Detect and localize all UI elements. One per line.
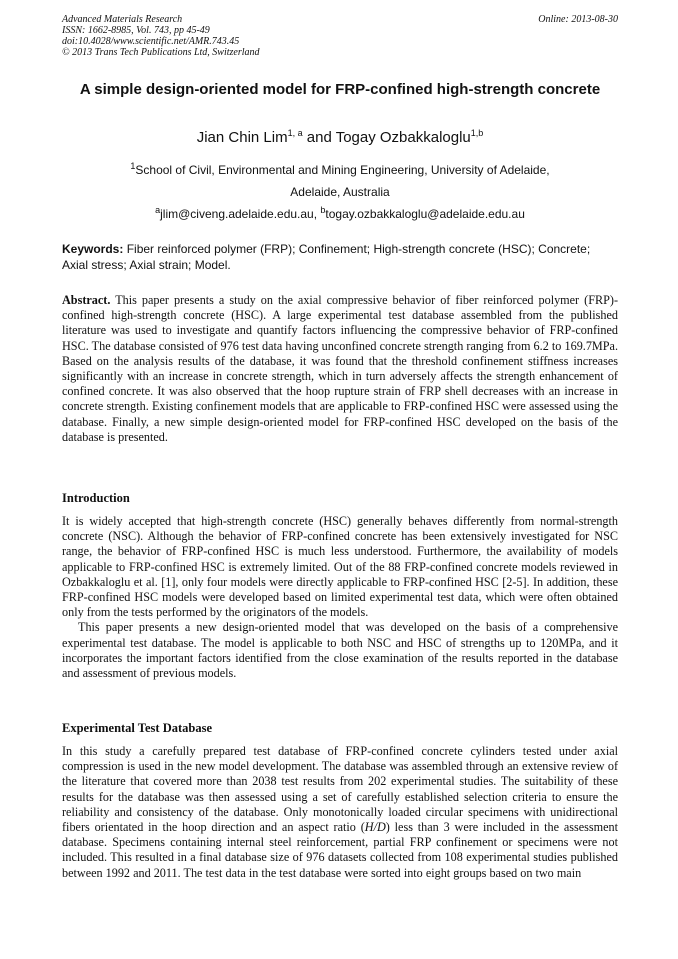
database-paragraph: [62, 744, 618, 881]
database-section: [62, 744, 618, 881]
email-address: jlim@civeng.adelaide.edu.au,: [160, 207, 321, 221]
email-mark: b: [320, 205, 326, 215]
journal-doi: doi:10.4028/www.scientific.net/AMR.743.45: [62, 36, 240, 47]
author-name: Jian Chin Lim: [196, 129, 288, 146]
copyright-line: © 2013 Trans Tech Publications Ltd, Switzerland: [62, 47, 260, 58]
database-text: ) less than 3 were included in the assessment database. Specimens containing internal steel reinforcement, partial FRP confinement or specimens were not included. This resulted in a final database size of 976 datasets collected from 108 experimental studies published between 1992 and 2011. The test data in the test database were sorted into eight groups based on two main: [62, 820, 619, 880]
journal-info: [62, 14, 618, 58]
keywords-text: Fiber reinforced polymer (FRP); Confinement; High-strength concrete (HSC); Concrete; Axial stress; Axial strain; Model.: [62, 242, 591, 272]
journal-issn: ISSN: 1662-8985, Vol. 743, pp 45-49: [62, 25, 210, 36]
email-mark: a: [155, 205, 161, 215]
affiliation-line-1: [62, 163, 618, 178]
abstract-label: Abstract.: [62, 293, 111, 307]
aspect-ratio-symbol: H/D: [364, 820, 386, 835]
affiliation-text: School of Civil, Environmental and Mining Engineering, University of Adelaide,: [135, 163, 550, 177]
running-header: [62, 14, 618, 58]
journal-name: Advanced Materials Research: [62, 14, 183, 25]
email-address: togay.ozbakkaloglu@adelaide.edu.au: [325, 207, 525, 221]
author-line: [62, 129, 618, 147]
author-affiliation-mark: 1, a: [287, 128, 303, 138]
keywords-label: Keywords:: [62, 242, 124, 256]
affiliation-mark: 1: [130, 161, 136, 171]
introduction-paragraph: This paper presents a new design-oriented model that was developed on the basis of a comprehensive experimental test database. The model is applicable to both NSC and HSC of strengths up to 120MPa, and it incorporates the important factors identified from the close examination of the results reported in the database and assessment of previous models.: [62, 620, 618, 681]
database-text: In this study a carefully prepared test database of FRP-confined concrete cylinders tested under axial compression is used in the new model development. The database was assembled through an extensive review of the literature that covered more than 2038 test results from 202 experimental studies. The suitability of these results for the database was then assessed using a set of carefully established selection criteria to ensure the reliability and consistency of the database. Only monotonically loaded circular specimens with unidirectional fibers orientated in the hoop direction and an aspect ratio (: [62, 744, 618, 835]
section-heading-database: Experimental Test Database: [62, 721, 212, 735]
author-name: Togay Ozbakkaloglu: [335, 129, 471, 146]
abstract-paragraph: [62, 293, 618, 445]
introduction-paragraph: It is widely accepted that high-strength concrete (HSC) generally behaves differently from normal-strength concrete (NSC). Although the behavior of FRP-confined concrete has been extensively investigated for NSC range, the behavior of FRP-confined HSC is much less understood. Furthermore, the availability of models applicable to FRP-confined HSC is extremely limited. Out of the 88 FRP-confined concrete models reviewed in Ozbakkaloglu et al. [1], only four models were directly applicable to FRP-confined HSC [2-5]. In addition, these FRP-confined HSC models were developed based on limited experimental test data, which were often obtained only from the tests performed by the originators of the models.: [62, 514, 618, 620]
online-date: Online: 2013-08-30: [538, 14, 618, 25]
section-heading-introduction: Introduction: [62, 491, 130, 505]
author-conjunction: and: [302, 129, 336, 146]
author-affiliation-mark: 1,b: [470, 128, 484, 138]
abstract-text: This paper presents a study on the axial compressive behavior of fiber reinforced polymer (FRP)-confined high-strength concrete (HSC). A large experimental test database assembled from the published literature was used to investigate and quantify factors influencing the compressive behavior of FRP-confined HSC. The database consisted of 976 test data having unconfined concrete strength ranging from 6.2 to 169.7MPa. Based on the analysis results of the database, it was found that the threshold confinement stiffness increases significantly with an increase in concrete strength, which in turn adversely affects the strength enhancement of confined concrete. It was also observed that the hoop rupture strain of FRP shell decreases with an increase in concrete strength. Existing confinement models that are applicable to FRP-confined HSC were assessed using the database. Finally, a new simple design-oriented model for FRP-confined HSC developed on the basis of the database is presented.: [62, 293, 618, 444]
keywords: [62, 241, 618, 273]
abstract: [62, 293, 618, 445]
introduction-section: [62, 514, 618, 681]
paper-title: A simple design-oriented model for FRP-confined high-strength concrete: [79, 81, 601, 98]
email-line: [62, 207, 618, 222]
affiliation-line-2: Adelaide, Australia: [290, 185, 390, 199]
